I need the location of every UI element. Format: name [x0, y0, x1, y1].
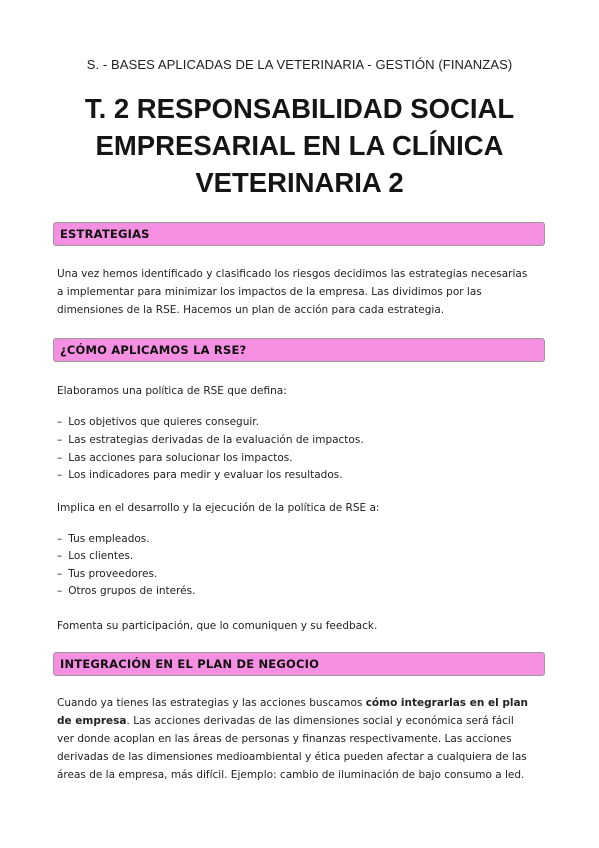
list-item: – Tus proveedores.: [57, 568, 157, 580]
section-heading-label: ESTRATEGIAS: [60, 227, 150, 241]
text-run: . Las acciones derivadas de las dimensiones social y económica será fácil: [126, 715, 514, 727]
title-line: VETERINARIA 2: [195, 167, 404, 198]
title-line: EMPRESARIAL EN LA CLÍNICA: [95, 130, 504, 161]
paragraph-line: Implica en el desarrollo y la ejecución de la política de RSE a:: [57, 502, 380, 514]
paragraph-line: [57, 715, 514, 727]
list-item: – Los indicadores para medir y evaluar los resultados.: [57, 469, 343, 481]
section-heading-label: INTEGRACIÓN EN EL PLAN DE NEGOCIO: [60, 657, 320, 671]
paragraph-line: derivadas de las dimensiones medioambiental y ética pueden afectar a cualquiera de las: [57, 751, 527, 763]
bold-text-run: cómo integrarlas en el plan: [365, 697, 529, 709]
paragraph-line: [57, 697, 528, 709]
section-heading-como-aplicamos: [53, 338, 545, 362]
list-item: – Los objetivos que quieres conseguir.: [57, 416, 259, 428]
list-item: – Otros grupos de interés.: [57, 585, 195, 597]
page-title: [40, 90, 559, 201]
list-item: – Las estrategias derivadas de la evaluación de impactos.: [57, 434, 364, 446]
title-line: T. 2 RESPONSABILIDAD SOCIAL: [84, 93, 515, 124]
paragraph-line: áreas de la empresa, más difícil. Ejemplo: cambio de iluminación de bajo consumo a led.: [57, 769, 525, 781]
list-item: – Las acciones para solucionar los impactos.: [57, 452, 293, 464]
paragraph-line: Una vez hemos identificado y clasificado los riesgos decidimos las estrategias necesarias: [57, 268, 528, 280]
paragraph-line: Fomenta su participación, que lo comuniquen y su feedback.: [57, 620, 378, 632]
list-item: – Los clientes.: [57, 550, 133, 562]
paragraph-line: Elaboramos una política de RSE que defina:: [57, 385, 287, 397]
paragraph-line: a implementar para minimizar los impactos de la empresa. Las dividimos por las: [57, 286, 482, 298]
subject-header: S. - BASES APLICADAS DE LA VETERINARIA - GESTIÓN (FINANZAS): [86, 57, 513, 72]
section-heading-estrategias: [53, 222, 545, 246]
paragraph-line: ver donde acoplan en las áreas de personas y finanzas respectivamente. Las acciones: [57, 733, 512, 745]
section-heading-label: ¿CÓMO APLICAMOS LA RSE?: [60, 343, 247, 357]
list-item: – Tus empleados.: [57, 533, 150, 545]
text-run: Cuando ya tienes las estrategias y las acciones buscamos: [57, 697, 366, 709]
bold-text-run: de empresa: [57, 715, 127, 727]
paragraph-line: dimensiones de la RSE. Hacemos un plan de acción para cada estrategia.: [57, 304, 445, 316]
section-heading-integracion: [53, 652, 545, 676]
